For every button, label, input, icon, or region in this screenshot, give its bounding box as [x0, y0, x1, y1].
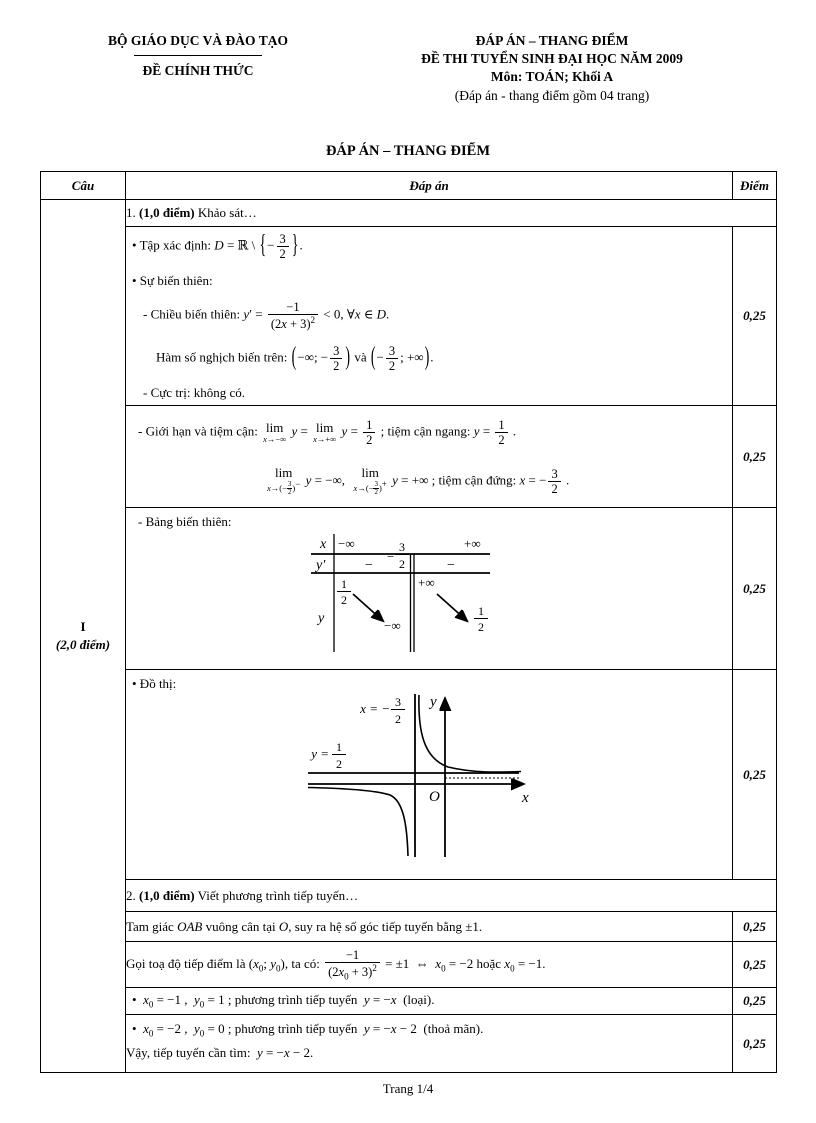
page-count-note: (Đáp án - thang điểm gồm 04 trang) — [454, 87, 650, 103]
graph-x-axis-label: x — [522, 790, 529, 806]
answers-table — [40, 171, 777, 1073]
variation-table-figure — [126, 530, 717, 662]
score-cell: 0,25 — [733, 406, 777, 508]
case1-text: • $x_0 = -1$ , $y_0 = 1$ ; phương trình tiếp tuyến y = −x (loại). — [132, 992, 435, 1010]
graph-origin-label: O — [429, 789, 440, 805]
footer-page-number: Trang 1/4 — [382, 1081, 434, 1096]
horizontal-asymptote-label: y = — [311, 746, 329, 761]
variation-intro-line: • Sự biến thiên: — [132, 272, 213, 288]
bbt-y-var: y — [318, 611, 325, 626]
question-number: I — [80, 619, 86, 635]
hasym-frac-num: 1 — [336, 740, 342, 754]
ministry-block — [62, 32, 334, 105]
bbt-yprime-var: y′ — [316, 558, 326, 573]
bbt-pole-den: 2 — [399, 557, 405, 571]
graph-cell — [126, 670, 733, 880]
bbt-sign-right: − — [447, 558, 455, 573]
score-cell: 0,25 — [733, 508, 777, 670]
score-column-header: Điểm — [733, 172, 777, 200]
domain-line: • Tập xác định: D = ℝ \ {− $\frac{3}{2}$ }. — [132, 231, 303, 261]
score-cell: 0,25 — [733, 227, 777, 406]
bbt-sign-left: − — [365, 558, 373, 573]
limits-line-1: - Giới hạn và tiệm cận: lim x→−∞ y = lim x→+∞ y = $\frac{1}{2}$ ; tiệm cận ngang: y = $\frac{1}{2}$ . — [138, 417, 517, 447]
bbt-arrow-left — [353, 594, 382, 620]
score-cell: 0,25 — [733, 670, 777, 880]
exam-info-block — [350, 32, 754, 105]
bbt-arrow-right — [437, 594, 466, 620]
conclusion-text: Vậy, tiếp tuyến cần tìm: y = −x − 2. — [126, 1044, 314, 1060]
bbt-y-right-start: +∞ — [418, 575, 435, 590]
derivative-line: - Chiều biến thiên: y′ = $\frac{-1}{(2x + 3)^2}$ < 0, ∀x ∈ D. — [143, 300, 390, 332]
part2-heading: 2. (1,0 điểm) Viết phương trình tiếp tuyến… — [126, 880, 777, 912]
score-cell: 0,25 — [733, 942, 777, 988]
limits-line-2: lim x→(− $\frac{3}{2}$ )− y = −∞, lim x→(− $\frac{3}{2}$ )+ y = +∞ ; tiệm cận đứng: x = − $\frac{3}{2}$ . — [267, 464, 570, 497]
vertical-asymptote-label: x = − — [360, 701, 390, 716]
bbt-x-var: x — [320, 537, 327, 552]
exam-type: ĐỀ CHÍNH THỨC — [142, 62, 254, 78]
ministry-name: BỘ GIÁO DỤC VÀ ĐÀO TẠO — [108, 33, 288, 48]
document-header — [62, 32, 754, 105]
function-graph-figure — [126, 692, 717, 864]
curve-lower-branch — [308, 788, 408, 857]
monotonic-line: Hàm số nghịch biến trên: (−∞; − $\frac{3}{2}$ ) và (− $\frac{3}{2}$ ; +∞). — [156, 343, 434, 374]
graph-y-axis-label: y — [430, 694, 437, 710]
question-points: (2,0 điểm) — [55, 637, 111, 652]
bbt-pole-num: 3 — [399, 540, 405, 554]
score-cell: 0,25 — [733, 1015, 777, 1073]
variation-table-cell — [126, 508, 733, 670]
question-cell — [41, 200, 126, 1073]
case2-text: • $x_0 = -2$ , $y_0 = 0$ ; phương trình tiếp tuyến y = −x − 2 (thoả mãn). — [132, 1021, 484, 1039]
case2-row — [126, 1015, 733, 1073]
part1-survey-cell — [126, 227, 733, 406]
graph-title: • Đồ thị: — [132, 676, 177, 691]
bbt-x-pos-infinity: +∞ — [464, 536, 481, 551]
vasym-frac-den: 2 — [395, 712, 401, 726]
score-cell: 0,25 — [733, 988, 777, 1015]
exam-name-line: ĐỀ THI TUYỂN SINH ĐẠI HỌC NĂM 2009 — [421, 51, 683, 67]
subject-line: Môn: TOÁN; Khối A — [490, 69, 614, 85]
bbt-x-neg-infinity: −∞ — [338, 536, 355, 551]
extremum-line: - Cực trị: không có. — [143, 384, 246, 400]
score-cell: 0,25 — [733, 912, 777, 942]
case1-row — [126, 988, 733, 1015]
hasym-frac-den: 2 — [336, 757, 342, 771]
bbt-y-end-num: 1 — [478, 604, 484, 618]
ministry-divider — [134, 55, 262, 56]
triangle-row-text: Tam giác OAB vuông cân tại O, suy ra hệ số góc tiếp tuyến bằng ±1. — [126, 912, 733, 942]
answer-column-header: Đáp án — [126, 172, 733, 200]
bbt-title: - Bảng biến thiên: — [138, 514, 232, 529]
answer-scale-line: ĐÁP ÁN – THANG ĐIỂM — [475, 33, 629, 48]
bbt-y-start-num: 1 — [341, 577, 347, 591]
vasym-frac-num: 3 — [395, 695, 401, 709]
bbt-pole-minus: − — [387, 549, 395, 564]
bbt-y-end-den: 2 — [478, 620, 484, 634]
main-title: ĐÁP ÁN – THANG ĐIỂM — [325, 143, 491, 159]
tangent-point-row-text: Gọi toạ độ tiếp điểm là ($x_0$; $y_0$), ta có: $\frac{-1}{(2x_0 + 3)^2}$ = ±1 ⇔ $x_0 = -2$ hoặc $x_0 = -1$. — [126, 942, 733, 988]
bbt-y-start-den: 2 — [341, 593, 347, 607]
part1-heading: 1. (1,0 điểm) Khảo sát… — [126, 200, 777, 227]
question-column-header: Câu — [41, 172, 126, 200]
limits-cell — [126, 406, 733, 508]
bbt-y-left-end: −∞ — [384, 618, 401, 633]
